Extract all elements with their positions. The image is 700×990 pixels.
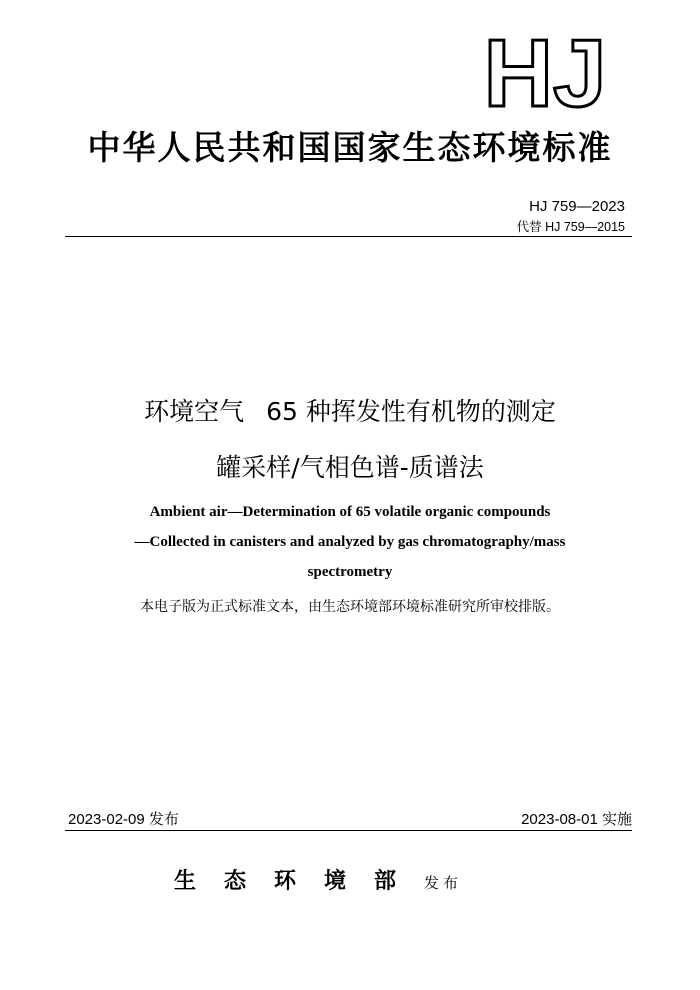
replaces-standard: 代替 HJ 759—2015 <box>516 220 625 234</box>
publisher-name: 生态环境部 <box>174 868 425 894</box>
title-part-2: 65 种挥发性有机物的测定 <box>266 397 556 426</box>
english-title-line-3: spectrometry <box>307 564 393 580</box>
electronic-version-note: 本电子版为正式标准文本，由生态环境部环境标准研究所审校排版。 <box>140 599 560 615</box>
hj-logo-text: HJ <box>483 28 607 114</box>
standard-code: HJ 759—2023 <box>529 198 625 215</box>
hj-logo <box>470 28 620 114</box>
chinese-title-line-1 <box>0 392 700 428</box>
implementation-date: 2023-08-01 实施 <box>521 811 632 828</box>
publish-label: 发布 <box>424 874 463 892</box>
chinese-title-line-2: 罐采样/气相色谱-质谱法 <box>216 453 484 482</box>
english-title-line-2: —Collected in canisters and analyzed by gas chromatography/mass <box>134 534 566 550</box>
english-title-line-1: Ambient air—Determination of 65 volatile organic compounds <box>149 504 551 520</box>
issue-date: 2023-02-09 发布 <box>68 811 179 828</box>
footer-divider <box>65 830 632 831</box>
issuing-authority-title: 中华人民共和国国家生态环境标准 <box>87 128 613 167</box>
publisher-line <box>174 864 462 895</box>
header-divider <box>65 236 632 237</box>
title-part-1: 环境空气 <box>144 397 245 426</box>
